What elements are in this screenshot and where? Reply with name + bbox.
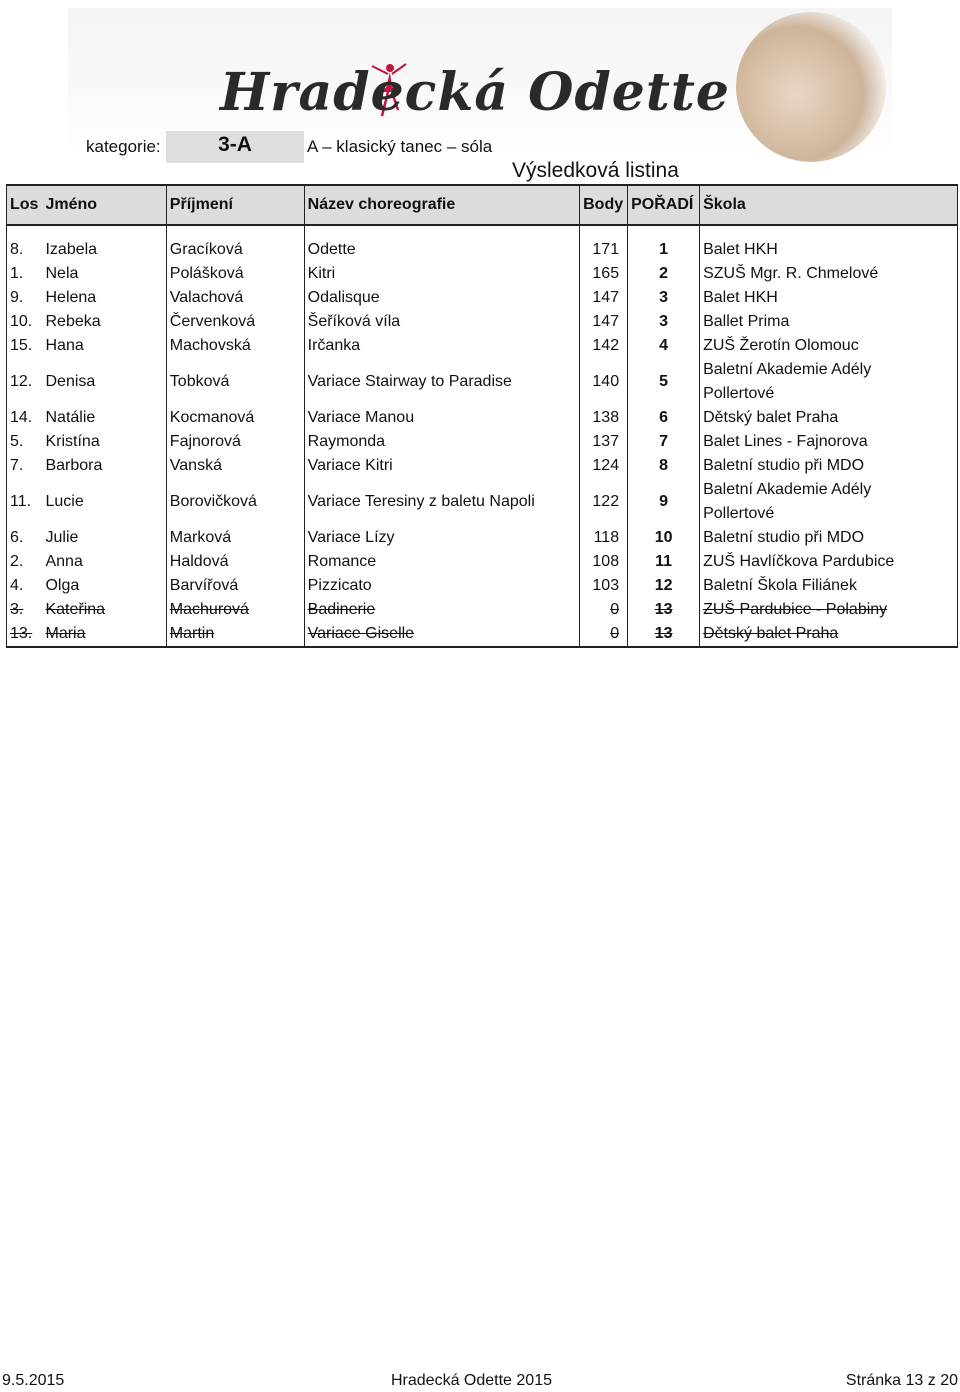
cell-choreografie-text: Irčanka	[307, 337, 361, 354]
cell-poradi	[628, 526, 700, 550]
cell-prijmeni-text: Marková	[169, 529, 232, 546]
cell-prijmeni-text: Červenková	[169, 313, 256, 330]
cell-prijmeni	[166, 238, 304, 262]
cell-skola-text: Balet HKH	[703, 289, 778, 306]
logo-photo-image	[736, 12, 886, 162]
cell-jmeno-text: Lucie	[45, 493, 84, 510]
cell-prijmeni-text: Machurová	[169, 601, 249, 618]
column-header-los: Los	[7, 185, 43, 225]
cell-body-text: 0	[610, 601, 620, 618]
cell-los-text: 5.	[10, 433, 24, 450]
cell-jmeno	[42, 238, 166, 262]
cell-poradi-text: 2	[659, 265, 669, 282]
cell-poradi	[628, 430, 700, 454]
cell-skola	[700, 238, 958, 262]
cell-choreografie-text: Odette	[307, 241, 356, 258]
cell-los	[7, 478, 43, 526]
cell-choreografie-text: Variace Lízy	[307, 529, 395, 546]
cell-skola	[700, 478, 958, 526]
cell-poradi-text: 6	[659, 409, 669, 426]
cell-jmeno	[42, 358, 166, 406]
cell-choreografie	[304, 310, 579, 334]
cell-jmeno	[42, 406, 166, 430]
cell-poradi-text: 13	[654, 601, 673, 618]
footer-date: 9.5.2015	[2, 1372, 65, 1389]
cell-prijmeni	[166, 526, 304, 550]
cell-jmeno-text: Denisa	[45, 373, 96, 390]
cell-poradi	[628, 406, 700, 430]
cell-poradi	[628, 286, 700, 310]
table-row	[7, 478, 958, 526]
cell-los	[7, 238, 43, 262]
cell-poradi-text: 3	[659, 313, 669, 330]
cell-los-text: 2.	[10, 553, 24, 570]
cell-jmeno	[42, 478, 166, 526]
cell-los	[7, 262, 43, 286]
cell-poradi	[628, 550, 700, 574]
cell-choreografie	[304, 598, 579, 622]
cell-body-text: 108	[592, 553, 620, 570]
footer-page: Stránka 13 z 20	[845, 1372, 958, 1389]
cell-body	[580, 430, 628, 454]
cell-body-text: 171	[592, 241, 620, 258]
cell-jmeno	[42, 598, 166, 622]
cell-poradi-text: 1	[659, 241, 669, 258]
cell-skola-text: Dětský balet Praha	[703, 625, 839, 642]
table-row	[7, 598, 958, 622]
cell-jmeno	[42, 526, 166, 550]
cell-prijmeni-text: Gracíková	[169, 241, 243, 258]
cell-jmeno-text: Olga	[45, 577, 80, 594]
cell-choreografie	[304, 286, 579, 310]
cell-poradi	[628, 238, 700, 262]
cell-jmeno	[42, 454, 166, 478]
cell-skola	[700, 406, 958, 430]
cell-prijmeni	[166, 286, 304, 310]
cell-poradi-text: 5	[659, 373, 669, 390]
table-row	[7, 430, 958, 454]
cell-body-text: 137	[592, 433, 620, 450]
results-table	[6, 184, 958, 648]
cell-los	[7, 310, 43, 334]
header-logo	[68, 8, 892, 150]
cell-prijmeni-text: Haldová	[169, 553, 229, 570]
cell-los-text: 12.	[10, 373, 33, 390]
column-header-poradi: POŘADÍ	[628, 185, 700, 225]
cell-body	[580, 310, 628, 334]
cell-poradi-text: 7	[659, 433, 669, 450]
cell-prijmeni-text: Borovičková	[169, 493, 257, 510]
cell-choreografie-text: Variace Giselle	[307, 625, 415, 642]
column-header-jmeno: Jméno	[42, 185, 166, 225]
table-row	[7, 334, 958, 358]
cell-prijmeni	[166, 310, 304, 334]
cell-body	[580, 358, 628, 406]
cell-choreografie	[304, 526, 579, 550]
cell-poradi	[628, 454, 700, 478]
cell-choreografie	[304, 406, 579, 430]
cell-poradi	[628, 262, 700, 286]
cell-prijmeni-text: Barvířová	[169, 577, 239, 594]
cell-prijmeni-text: Vanská	[169, 457, 222, 474]
cell-skola-text: SZUŠ Mgr. R. Chmelové	[703, 265, 879, 282]
cell-choreografie	[304, 334, 579, 358]
table-row	[7, 526, 958, 550]
cell-skola	[700, 358, 958, 406]
cell-choreografie-text: Variace Kitri	[307, 457, 393, 474]
cell-body-text: 0	[610, 625, 620, 642]
cell-jmeno-text: Barbora	[45, 457, 103, 474]
cell-body	[580, 574, 628, 598]
cell-skola	[700, 262, 958, 286]
cell-skola	[700, 286, 958, 310]
cell-choreografie	[304, 358, 579, 406]
cell-los	[7, 574, 43, 598]
cell-choreografie-text: Šeříková víla	[307, 313, 401, 330]
cell-skola-text: Balet HKH	[703, 241, 778, 258]
cell-prijmeni	[166, 334, 304, 358]
cell-body-text: 122	[592, 493, 620, 510]
cell-jmeno	[42, 310, 166, 334]
cell-body	[580, 406, 628, 430]
cell-jmeno	[42, 574, 166, 598]
cell-los	[7, 622, 43, 647]
cell-skola-text: Baletní Akademie Adély Pollertové	[703, 361, 872, 402]
cell-choreografie-text: Badinerie	[307, 601, 376, 618]
cell-poradi-text: 8	[659, 457, 669, 474]
cell-jmeno	[42, 550, 166, 574]
cell-jmeno-text: Helena	[45, 289, 97, 306]
cell-choreografie-text: Variace Teresiny z baletu Napoli	[307, 493, 535, 510]
column-header-skola: Škola	[700, 185, 958, 225]
cell-los-text: 10.	[10, 313, 33, 330]
cell-skola	[700, 574, 958, 598]
cell-prijmeni	[166, 454, 304, 478]
cell-skola-text: Baletní studio při MDO	[703, 457, 865, 474]
cell-poradi-text: 3	[659, 289, 669, 306]
cell-los-text: 7.	[10, 457, 24, 474]
column-header-prijmeni: Příjmení	[166, 185, 304, 225]
cell-body-text: 138	[592, 409, 620, 426]
cell-jmeno-text: Maria	[45, 625, 86, 642]
cell-poradi	[628, 334, 700, 358]
cell-poradi	[628, 310, 700, 334]
cell-skola	[700, 334, 958, 358]
cell-poradi	[628, 358, 700, 406]
cell-skola	[700, 622, 958, 647]
cell-body	[580, 526, 628, 550]
table-row	[7, 454, 958, 478]
cell-los-text: 9.	[10, 289, 24, 306]
cell-poradi-text: 13	[654, 625, 673, 642]
cell-los-text: 1.	[10, 265, 24, 282]
cell-skola-text: Balet Lines - Fajnorova	[703, 433, 868, 450]
cell-choreografie-text: Kitri	[307, 265, 336, 282]
cell-jmeno-text: Natálie	[45, 409, 96, 426]
cell-los-text: 6.	[10, 529, 24, 546]
cell-skola	[700, 526, 958, 550]
table-header-row	[7, 185, 958, 225]
cell-skola	[700, 430, 958, 454]
cell-choreografie	[304, 262, 579, 286]
cell-los-text: 15.	[10, 337, 33, 354]
cell-poradi-text: 10	[654, 529, 673, 546]
cell-poradi	[628, 574, 700, 598]
cell-poradi-text: 11	[655, 553, 673, 570]
cell-choreografie	[304, 574, 579, 598]
cell-poradi	[628, 622, 700, 647]
cell-skola-text: Baletní Škola Filiánek	[703, 577, 857, 594]
cell-body-text: 124	[592, 457, 620, 474]
cell-prijmeni-text: Kocmanová	[169, 409, 255, 426]
column-header-choreografie: Název choreografie	[304, 185, 579, 225]
cell-choreografie-text: Pizzicato	[307, 577, 372, 594]
cell-body	[580, 238, 628, 262]
table-row	[7, 358, 958, 406]
cell-poradi	[628, 478, 700, 526]
cell-los	[7, 334, 43, 358]
table-row	[7, 310, 958, 334]
table-row	[7, 406, 958, 430]
category-name: A – klasický tanec – sóla	[307, 137, 493, 156]
footer-event: Hradecká Odette 2015	[391, 1372, 552, 1389]
cell-skola-text: Ballet Prima	[703, 313, 790, 330]
cell-jmeno-text: Rebeka	[45, 313, 101, 330]
cell-choreografie	[304, 478, 579, 526]
cell-jmeno	[42, 334, 166, 358]
cell-prijmeni	[166, 574, 304, 598]
cell-body-text: 147	[592, 313, 620, 330]
cell-prijmeni	[166, 478, 304, 526]
cell-prijmeni-text: Machovská	[169, 337, 251, 354]
cell-los-text: 4.	[10, 577, 24, 594]
table-row	[7, 286, 958, 310]
cell-skola-text: Baletní Akademie Adély Pollertové	[703, 481, 872, 522]
cell-jmeno	[42, 262, 166, 286]
cell-poradi-text: 12	[654, 577, 673, 594]
cell-body-text: 103	[592, 577, 620, 594]
cell-body	[580, 622, 628, 647]
cell-skola	[700, 454, 958, 478]
cell-choreografie	[304, 454, 579, 478]
cell-body-text: 165	[592, 265, 620, 282]
cell-body-text: 147	[592, 289, 620, 306]
cell-skola-text: ZUŠ Havlíčkova Pardubice	[703, 553, 895, 570]
cell-body	[580, 334, 628, 358]
category-label: kategorie:	[86, 137, 161, 156]
cell-choreografie	[304, 238, 579, 262]
cell-choreografie	[304, 622, 579, 647]
cell-prijmeni	[166, 358, 304, 406]
table-row	[7, 574, 958, 598]
cell-jmeno	[42, 286, 166, 310]
logo-text: Hradecká Odette	[220, 62, 731, 123]
cell-choreografie	[304, 550, 579, 574]
cell-skola-text: Dětský balet Praha	[703, 409, 839, 426]
cell-los-text: 13.	[10, 625, 33, 642]
cell-poradi	[628, 598, 700, 622]
cell-los-text: 11.	[10, 493, 32, 510]
cell-prijmeni-text: Tobková	[169, 373, 230, 390]
table-row	[7, 238, 958, 262]
category-code: 3-A	[218, 133, 252, 156]
cell-choreografie-text: Odalisque	[307, 289, 380, 306]
cell-body-text: 142	[592, 337, 620, 354]
cell-choreografie-text: Variace Manou	[307, 409, 415, 426]
cell-choreografie	[304, 430, 579, 454]
cell-skola-text: ZUŠ Žerotín Olomouc	[703, 337, 859, 354]
cell-prijmeni-text: Polášková	[169, 265, 244, 282]
cell-skola	[700, 550, 958, 574]
spacer-row	[7, 225, 958, 238]
cell-los	[7, 454, 43, 478]
cell-jmeno	[42, 622, 166, 647]
cell-jmeno-text: Hana	[45, 337, 84, 354]
cell-jmeno-text: Kateřina	[45, 601, 106, 618]
cell-body-text: 118	[593, 529, 620, 546]
cell-skola	[700, 310, 958, 334]
column-header-body: Body	[580, 185, 628, 225]
cell-los	[7, 406, 43, 430]
cell-prijmeni	[166, 622, 304, 647]
cell-los	[7, 358, 43, 406]
cell-los-text: 8.	[10, 241, 24, 258]
cell-body-text: 140	[592, 373, 620, 390]
cell-jmeno-text: Julie	[45, 529, 79, 546]
cell-prijmeni	[166, 430, 304, 454]
cell-los	[7, 286, 43, 310]
cell-prijmeni	[166, 598, 304, 622]
cell-los	[7, 430, 43, 454]
cell-skola	[700, 598, 958, 622]
cell-poradi-text: 4	[659, 337, 669, 354]
cell-choreografie-text: Raymonda	[307, 433, 386, 450]
cell-prijmeni	[166, 550, 304, 574]
cell-body	[580, 286, 628, 310]
cell-body	[580, 598, 628, 622]
document-title: Výsledková listina	[512, 159, 679, 182]
cell-prijmeni-text: Valachová	[169, 289, 244, 306]
cell-prijmeni-text: Fajnorová	[169, 433, 241, 450]
cell-choreografie-text: Romance	[307, 553, 377, 570]
cell-body	[580, 550, 628, 574]
cell-prijmeni-text: Martin	[169, 625, 215, 642]
cell-los-text: 14.	[10, 409, 33, 426]
cell-los	[7, 526, 43, 550]
cell-body	[580, 454, 628, 478]
cell-skola-text: ZUŠ Pardubice - Polabiny	[703, 601, 888, 618]
cell-los-text: 3.	[10, 601, 24, 618]
cell-jmeno	[42, 430, 166, 454]
cell-jmeno-text: Izabela	[45, 241, 98, 258]
table-row	[7, 262, 958, 286]
table-row	[7, 622, 958, 647]
cell-los	[7, 598, 43, 622]
cell-prijmeni	[166, 406, 304, 430]
cell-body	[580, 262, 628, 286]
table-row	[7, 550, 958, 574]
cell-prijmeni	[166, 262, 304, 286]
cell-jmeno-text: Nela	[45, 265, 79, 282]
cell-body	[580, 478, 628, 526]
cell-jmeno-text: Anna	[45, 553, 83, 570]
cell-jmeno-text: Kristína	[45, 433, 100, 450]
cell-los	[7, 550, 43, 574]
cell-poradi-text: 9	[659, 493, 669, 510]
cell-choreografie-text: Variace Stairway to Paradise	[307, 373, 512, 390]
cell-skola-text: Baletní studio při MDO	[703, 529, 865, 546]
